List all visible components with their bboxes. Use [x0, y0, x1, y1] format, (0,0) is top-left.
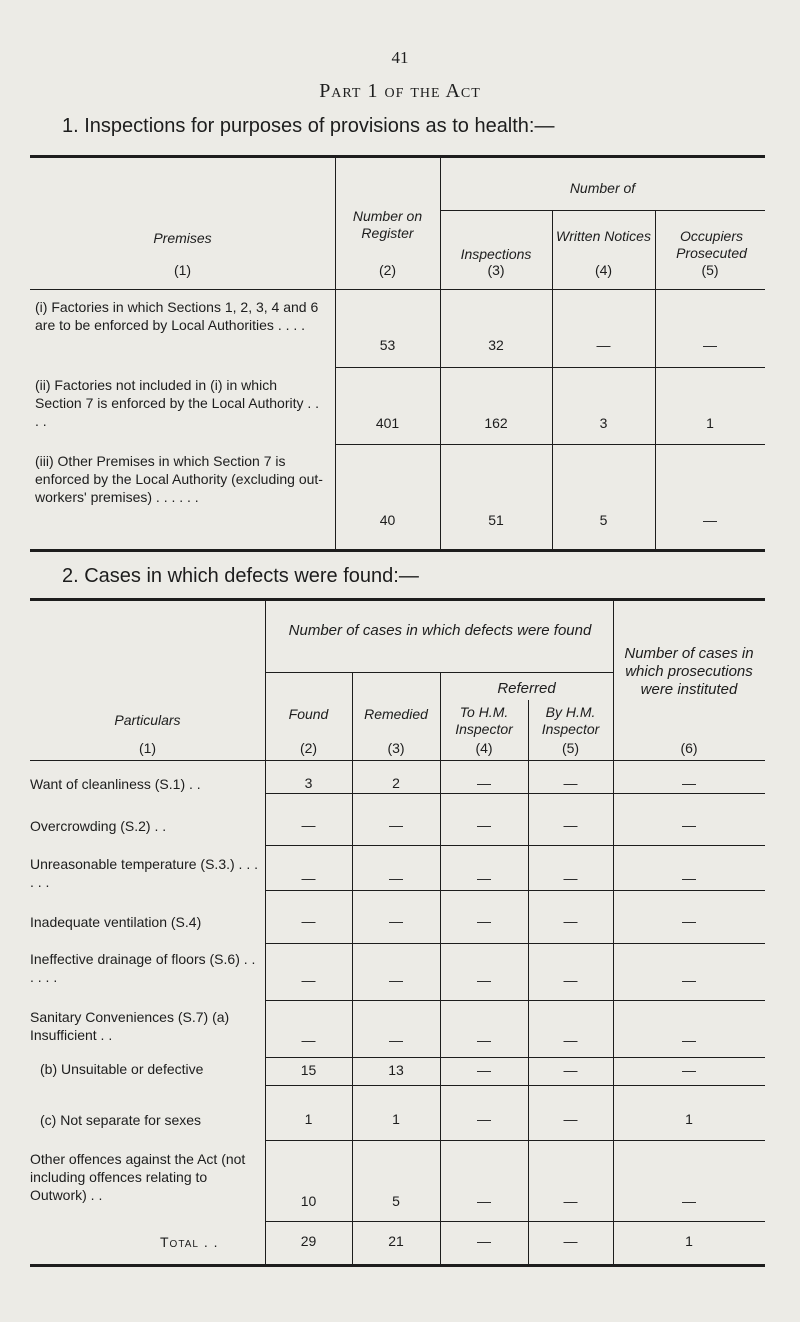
t1-row3-register: 40	[379, 512, 396, 528]
t2-row5-label: Ineffective drainage of floors (S.6) . . . . . .	[30, 951, 256, 986]
t2-row2-to-hm: —	[477, 817, 491, 833]
t2-row6-label: Sanitary Conveniences (S.7) (a) Insufficient . .	[30, 1009, 230, 1044]
t2-row8-by-hm: —	[563, 1111, 578, 1127]
t2-header-found: Found	[288, 706, 329, 722]
t1-row2-inspections: 162	[484, 415, 508, 431]
t1-row3-label: (iii) Other Premises in which Section 7 is enforced by the Local Authority (excluding out-workers' premises) . . . . . .	[35, 453, 323, 506]
t2-hline-r4	[265, 890, 765, 891]
t1-header-prosecuted: Occupiers Prosecuted	[676, 228, 747, 261]
t2-row2-by-hm: —	[563, 817, 578, 833]
t2-row6-remedied: —	[389, 1032, 403, 1048]
t2-row4-label: Inadequate ventilation (S.4)	[30, 914, 202, 930]
t2-total-found: 29	[300, 1233, 317, 1249]
t2-row1-prosecutions: —	[682, 775, 696, 791]
t2-row1-label: Want of cleanliness (S.1) . .	[30, 776, 201, 792]
t2-total-to-hm: —	[477, 1233, 491, 1249]
t2-hline-numbercases	[265, 672, 613, 673]
t1-row1-label: (i) Factories in which Sections 1, 2, 3, 4 and 6 are to be enforced by Local Authorities . . . .	[35, 299, 319, 334]
t1-row1-register: 53	[379, 337, 396, 353]
table2-bottom-rule	[30, 1264, 765, 1267]
t2-row4-remedied: —	[389, 913, 403, 929]
t2-row9-found: 10	[300, 1193, 317, 1209]
t2-row6-by-hm: —	[563, 1032, 578, 1048]
t2-row7-by-hm: —	[563, 1062, 578, 1078]
t2-row5-by-hm: —	[563, 972, 578, 988]
t2-vline-2	[352, 672, 353, 1266]
t2-row7-found: 15	[300, 1062, 317, 1078]
t2-hline-r7	[265, 1057, 765, 1058]
t2-row9-remedied: 5	[392, 1193, 400, 1209]
t1-hline-numberof	[440, 210, 765, 211]
page-number: 41	[391, 48, 409, 67]
t2-colnum-3: (3)	[387, 740, 405, 756]
t2-row7-label: (b) Unsuitable or defective	[40, 1061, 204, 1077]
t1-vline-1	[335, 158, 336, 551]
t2-colnum-1: (1)	[138, 740, 157, 756]
t2-header-referred: Referred	[497, 680, 556, 697]
t1-vline-2	[440, 158, 441, 551]
t2-row8-prosecutions: 1	[685, 1111, 693, 1127]
part-title: Part 1 of the Act	[319, 80, 481, 102]
t2-row3-prosecutions: —	[682, 870, 696, 886]
t2-row1-found: 3	[304, 775, 313, 791]
t2-hline-r3	[265, 845, 765, 846]
t2-row8-found: 1	[304, 1111, 313, 1127]
t2-colnum-2: (2)	[299, 740, 318, 756]
t1-header-number-of: Number of	[569, 180, 636, 196]
t1-row2-notices: 3	[599, 415, 608, 431]
t2-row3-to-hm: —	[477, 870, 491, 886]
t2-row5-found: —	[301, 972, 316, 988]
t2-row6-found: —	[301, 1032, 316, 1048]
t2-row4-to-hm: —	[477, 913, 491, 929]
table1-bottom-rule	[30, 549, 765, 552]
t2-vline-1	[265, 601, 266, 1266]
t2-row9-prosecutions: —	[682, 1193, 696, 1209]
t2-total-by-hm: —	[563, 1233, 578, 1249]
table2-top-rule	[30, 598, 765, 601]
t2-header-remedied: Remedied	[364, 706, 428, 722]
t2-header-prosecutions: Number of cases in which prosecutions were instituted	[624, 645, 754, 698]
t2-row3-by-hm: —	[563, 870, 578, 886]
t2-vline-3	[440, 672, 441, 1266]
t1-row2-register: 401	[375, 415, 400, 431]
t2-row4-by-hm: —	[563, 913, 578, 929]
t2-hline-r5	[265, 943, 765, 944]
t2-hline-header-bottom	[30, 760, 765, 761]
t2-row5-to-hm: —	[477, 972, 491, 988]
t1-header-inspections: Inspections	[460, 246, 532, 262]
t1-colnum-2: (2)	[378, 262, 397, 278]
t2-row8-to-hm: —	[477, 1111, 491, 1127]
t1-row1-prosecuted: —	[703, 337, 717, 353]
t2-hline-r8	[265, 1085, 765, 1086]
t1-hline-header-bottom	[30, 289, 765, 290]
t2-colnum-5: (5)	[561, 740, 580, 756]
t2-row3-label: Unreasonable temperature (S.3.) . . . . . .	[30, 856, 258, 891]
section2-heading: 2. Cases in which defects were found:—	[62, 565, 419, 587]
t2-total-remedied: 21	[388, 1233, 404, 1249]
t2-hline-r6	[265, 1000, 765, 1001]
t2-colnum-4: (4)	[475, 740, 493, 756]
t2-row7-to-hm: —	[477, 1062, 491, 1078]
t2-row3-remedied: —	[389, 870, 403, 886]
t2-row3-found: —	[301, 870, 316, 886]
t2-row5-prosecutions: —	[682, 972, 696, 988]
t2-hline-r10	[265, 1221, 765, 1222]
t1-row3-prosecuted: —	[703, 512, 717, 528]
t2-header-particulars: Particulars	[114, 712, 181, 728]
t2-row1-to-hm: —	[477, 775, 491, 791]
t2-hline-r1	[265, 793, 765, 794]
t1-colnum-4: (4)	[594, 262, 613, 278]
t1-row2-prosecuted: 1	[706, 415, 714, 431]
t2-header-by-hm: By H.M. Inspector	[541, 704, 600, 737]
t2-row2-label: Overcrowding (S.2) . .	[30, 818, 167, 834]
t1-header-register: Number on Register	[352, 208, 423, 241]
t2-hline-r9	[265, 1140, 765, 1141]
t2-row1-remedied: 2	[392, 775, 400, 791]
t1-colnum-5: (5)	[701, 262, 719, 278]
t2-row5-remedied: —	[389, 972, 403, 988]
t1-row3-inspections: 51	[488, 512, 504, 528]
t2-row6-prosecutions: —	[682, 1032, 696, 1048]
t2-row2-remedied: —	[389, 817, 403, 833]
t1-hline-row2	[335, 444, 765, 445]
section1-heading: 1. Inspections for purposes of provisions as to health:—	[62, 115, 555, 137]
t1-row1-inspections: 32	[488, 337, 504, 353]
t1-hline-row1	[335, 367, 765, 368]
table1-top-rule	[30, 155, 765, 158]
t1-row2-label: (ii) Factories not included in (i) in which Section 7 is enforced by the Local Authority . . . .	[35, 377, 320, 430]
t2-row9-label: Other offences against the Act (not including offences relating to Outwork) . .	[30, 1151, 246, 1204]
t2-row9-to-hm: —	[477, 1193, 491, 1209]
t2-total-prosecutions: 1	[685, 1233, 693, 1249]
t1-colnum-1: (1)	[173, 262, 192, 278]
t2-row7-remedied: 13	[388, 1062, 404, 1078]
t2-row2-prosecutions: —	[682, 817, 696, 833]
t2-row4-found: —	[301, 913, 316, 929]
t1-header-notices: Written Notices	[556, 228, 651, 244]
t2-row6-to-hm: —	[477, 1032, 491, 1048]
t1-header-premises: Premises	[153, 230, 212, 246]
t2-header-number-cases: Number of cases in which defects were found	[288, 622, 592, 639]
t2-row9-by-hm: —	[563, 1193, 578, 1209]
t2-total-label: Total . .	[160, 1234, 219, 1250]
t2-row7-prosecutions: —	[682, 1062, 696, 1078]
t1-colnum-3: (3)	[487, 262, 505, 278]
t2-row1-by-hm: —	[563, 775, 578, 791]
t2-colnum-6: (6)	[680, 740, 698, 756]
t2-header-to-hm: To H.M. Inspector	[455, 704, 513, 737]
t2-row8-label: (c) Not separate for sexes	[40, 1112, 202, 1128]
t2-row8-remedied: 1	[392, 1111, 400, 1127]
t2-vline-5	[613, 601, 614, 1266]
t2-row2-found: —	[301, 817, 316, 833]
t1-row3-notices: 5	[599, 512, 608, 528]
t2-row4-prosecutions: —	[682, 913, 696, 929]
t1-row1-notices: —	[596, 337, 611, 353]
